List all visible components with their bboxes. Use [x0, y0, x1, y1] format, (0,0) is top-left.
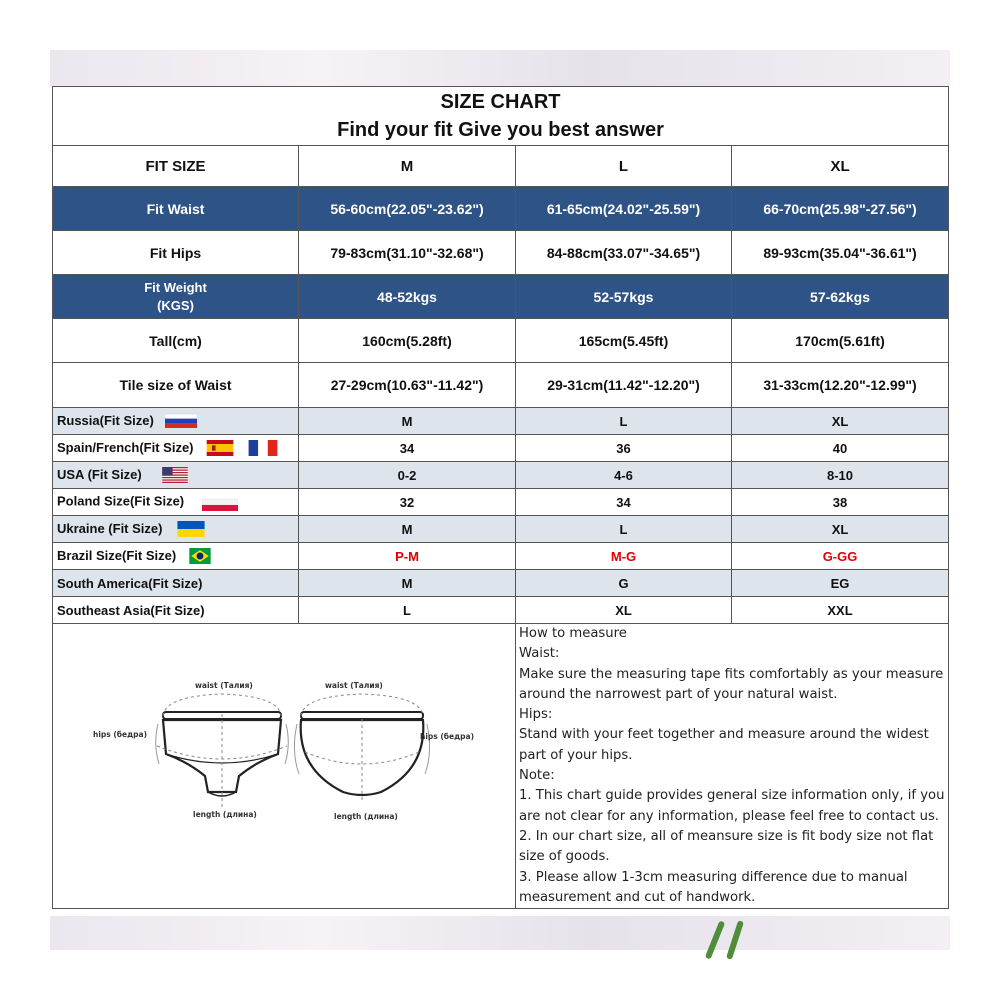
cell-l: L	[516, 408, 732, 435]
back-waist-label: waist (Талия)	[325, 681, 383, 690]
cell-l: G	[516, 570, 732, 597]
howto-note-1: 1. This chart guide provides general size information only, if you are not clear for any information, please feel free to contact us.	[519, 788, 945, 824]
region-label-cell	[53, 543, 299, 570]
size-header-row	[53, 146, 949, 187]
cell-m: 56-60cm(22.05"-23.62")	[299, 187, 516, 231]
cell-m: 79-83cm(31.10"-32.68")	[299, 231, 516, 275]
howto-heading: How to measure	[519, 626, 627, 641]
cell-l: 34	[516, 489, 732, 516]
cell-xl: 89-93cm(35.04"-36.61")	[732, 231, 949, 275]
how-to-measure-cell	[516, 624, 949, 909]
cell-l: 4-6	[516, 462, 732, 489]
bottom-section-row	[53, 624, 949, 909]
cell-xl: 38	[732, 489, 949, 516]
row-label-line2: (KGS)	[157, 297, 194, 313]
cell-m: 32	[299, 489, 516, 516]
russia-row	[53, 408, 949, 435]
front-waist-label: waist (Талия)	[195, 681, 253, 690]
back-hips-label: hips (бедра)	[420, 732, 475, 741]
region-label: Brazil Size(Fit Size)	[57, 547, 177, 563]
tall-row	[53, 319, 949, 363]
usa-flag-icon	[159, 467, 191, 483]
cell-l: 29-31cm(11.42"-12.20")	[516, 363, 732, 408]
bottom-background-band	[50, 916, 950, 950]
howto-waist-title: Waist:	[519, 646, 560, 662]
row-label: Tall(cm)	[53, 319, 299, 363]
ukraine-row	[53, 516, 949, 543]
region-label: Poland Size(Fit Size)	[57, 493, 185, 509]
cell-xl: XL	[732, 516, 949, 543]
header-m: M	[299, 146, 516, 187]
region-label: South America(Fit Size)	[57, 575, 203, 591]
cell-xl: XL	[732, 408, 949, 435]
region-label: USA (Fit Size)	[57, 466, 142, 482]
cell-m: P-M	[299, 543, 516, 570]
ukraine-flag-icon	[174, 521, 208, 537]
size-chart-sheet	[52, 86, 948, 916]
row-label	[53, 275, 299, 319]
spain-flag-icon	[205, 440, 235, 456]
cell-m: M	[299, 570, 516, 597]
cell-m: 48-52kgs	[299, 275, 516, 319]
howto-hips-text: Stand with your feet together and measure around the widest part of your hips.	[519, 727, 929, 763]
region-label: Southeast Asia(Fit Size)	[57, 602, 205, 618]
back-briefs-illustration	[294, 694, 429, 800]
brazil-row	[53, 543, 949, 570]
chart-title: SIZE CHART	[440, 91, 561, 113]
fit-weight-row	[53, 275, 949, 319]
header-fit-size: FIT SIZE	[53, 146, 299, 187]
size-chart-table	[52, 86, 949, 909]
header-l: L	[516, 146, 732, 187]
usa-row	[53, 462, 949, 489]
cell-xl: 8-10	[732, 462, 949, 489]
brazil-flag-icon	[184, 548, 216, 564]
cell-m: L	[299, 597, 516, 624]
front-length-label: length (длина)	[193, 810, 257, 819]
fit-hips-row	[53, 231, 949, 275]
howto-hips-title: Hips:	[519, 707, 553, 723]
poland-row	[53, 489, 949, 516]
region-label-cell	[53, 570, 299, 597]
cell-xl: 40	[732, 435, 949, 462]
cell-m: 27-29cm(10.63"-11.42")	[299, 363, 516, 408]
cell-xl: XXL	[732, 597, 949, 624]
poland-flag-icon	[202, 497, 238, 513]
row-label: Tile size of Waist	[53, 363, 299, 408]
chart-title-cell	[53, 87, 949, 146]
south-america-row	[53, 570, 949, 597]
cell-l: 52-57kgs	[516, 275, 732, 319]
tile-waist-row	[53, 363, 949, 408]
front-hips-label: hips (бедра)	[93, 730, 148, 739]
cell-xl: 170cm(5.61ft)	[732, 319, 949, 363]
header-xl: XL	[732, 146, 949, 187]
row-label: Fit Hips	[53, 231, 299, 275]
cell-m: 34	[299, 435, 516, 462]
region-label-cell	[53, 489, 299, 516]
region-label-cell	[53, 597, 299, 624]
region-label: Ukraine (Fit Size)	[57, 520, 163, 536]
cell-m: M	[299, 516, 516, 543]
row-label: Fit Waist	[53, 187, 299, 231]
cell-l: 36	[516, 435, 732, 462]
cell-l: L	[516, 516, 732, 543]
row-label-line1: Fit Weight	[144, 279, 207, 295]
southeast-asia-row	[53, 597, 949, 624]
back-length-label: length (длина)	[334, 812, 398, 821]
chart-subtitle: Find your fit Give you best answer	[337, 119, 664, 141]
france-flag-icon	[245, 440, 281, 456]
cell-xl: 57-62kgs	[732, 275, 949, 319]
cell-xl: G-GG	[732, 543, 949, 570]
cell-l: 61-65cm(24.02"-25.59")	[516, 187, 732, 231]
cell-m: 0-2	[299, 462, 516, 489]
underwear-measure-diagram	[53, 624, 515, 908]
region-label-cell	[53, 516, 299, 543]
top-background-band	[50, 50, 950, 86]
region-label-cell	[53, 408, 299, 435]
cell-xl: 66-70cm(25.98"-27.56")	[732, 187, 949, 231]
spain-french-row	[53, 435, 949, 462]
cell-l: XL	[516, 597, 732, 624]
cell-m: 160cm(5.28ft)	[299, 319, 516, 363]
howto-note-title: Note:	[519, 768, 555, 784]
front-briefs-illustration	[156, 694, 289, 810]
cell-xl: 31-33cm(12.20"-12.99")	[732, 363, 949, 408]
region-label: Russia(Fit Size)	[57, 412, 154, 428]
region-label-cell	[53, 462, 299, 489]
howto-note-3: 3. Please allow 1-3cm measuring difference due to manual measurement and cut of handwork.	[519, 869, 908, 905]
cell-m: M	[299, 408, 516, 435]
cell-l: 165cm(5.45ft)	[516, 319, 732, 363]
fit-waist-row	[53, 187, 949, 231]
region-label: Spain/French(Fit Size)	[57, 439, 194, 455]
russia-flag-icon	[165, 413, 197, 429]
cell-l: 84-88cm(33.07"-34.65")	[516, 231, 732, 275]
region-label-cell	[53, 435, 299, 462]
measure-diagram-cell	[53, 624, 516, 909]
howto-waist-text: Make sure the measuring tape fits comfortably as your measure around the narrowest part of your natural waist.	[519, 666, 944, 702]
howto-note-2: 2. In our chart size, all of meansure size is fit body size not flat size of goods.	[519, 828, 934, 865]
cell-l: M-G	[516, 543, 732, 570]
cell-xl: EG	[732, 570, 949, 597]
